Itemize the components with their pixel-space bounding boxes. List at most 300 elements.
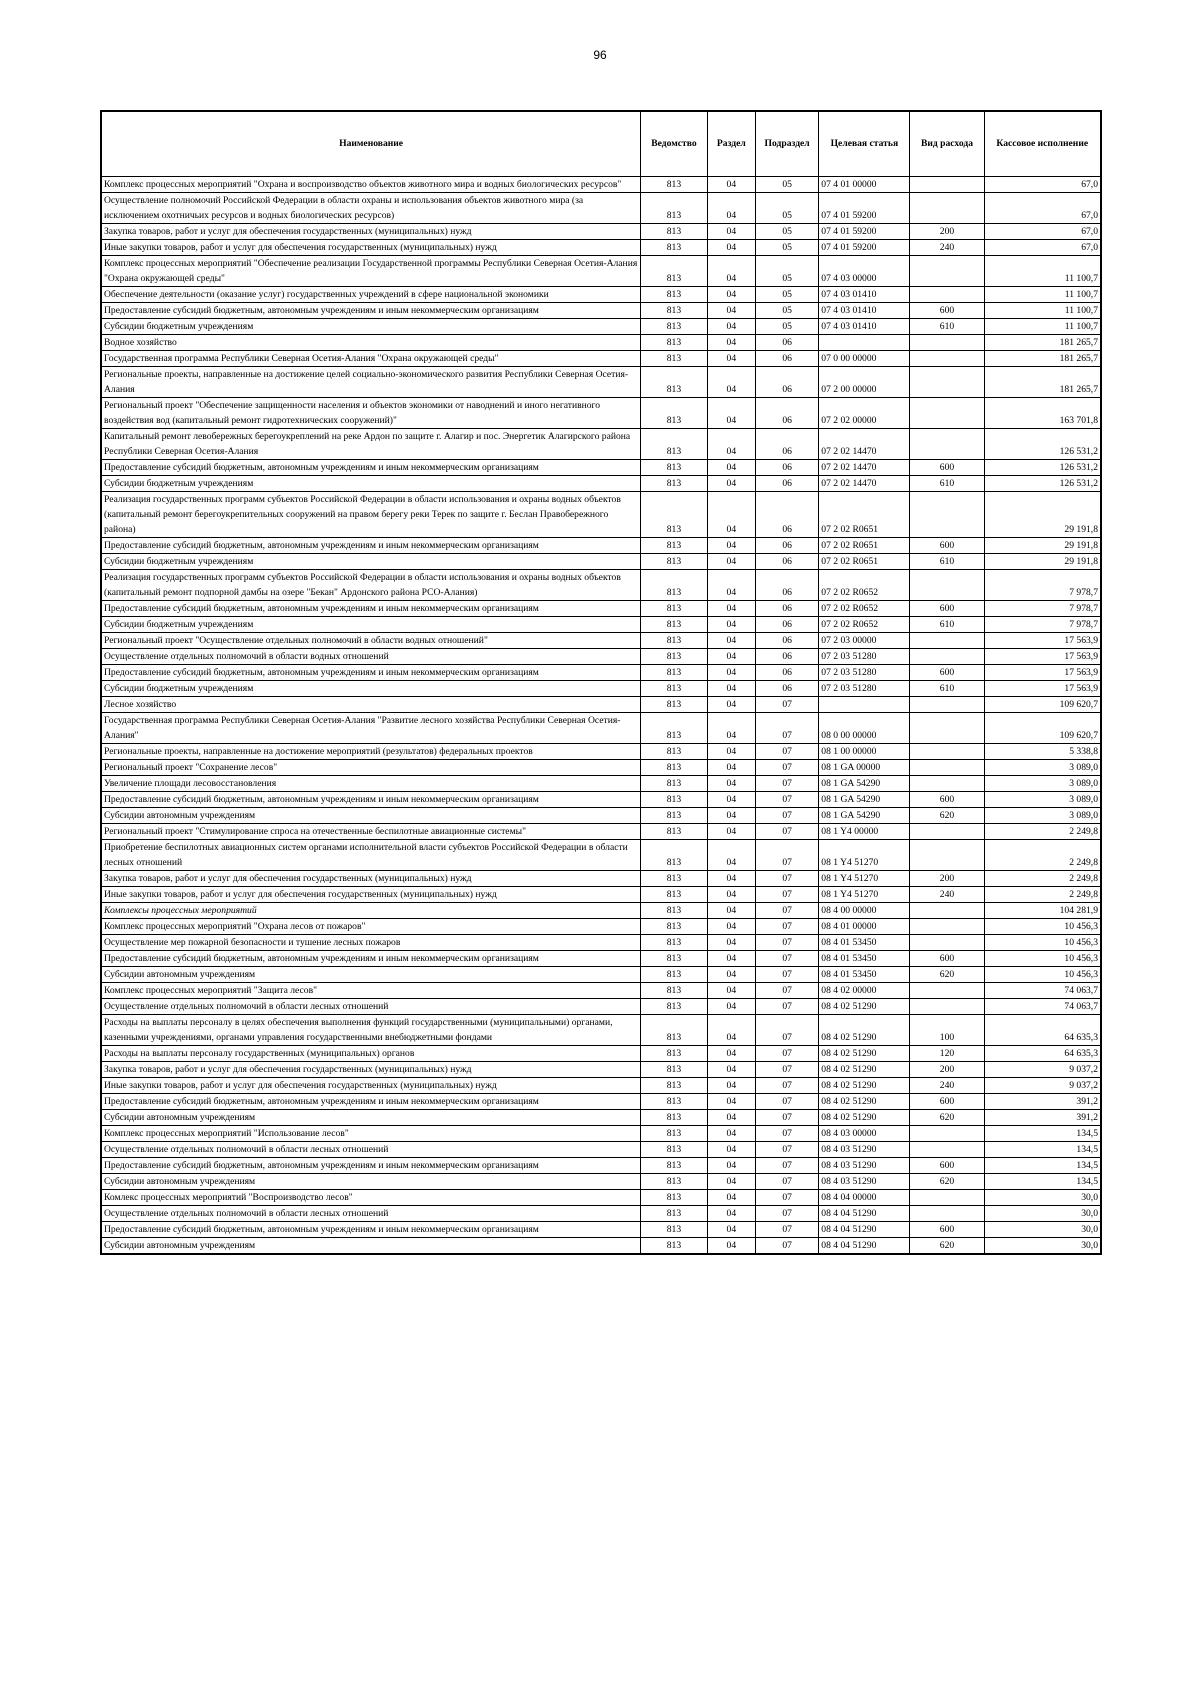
header-razdel: Раздел — [707, 111, 755, 177]
row-podrazdel: 07 — [755, 824, 818, 840]
row-name: Субсидии автономным учреждениям — [101, 1110, 641, 1126]
row-razdel: 04 — [707, 713, 755, 744]
row-vedomstvo: 813 — [641, 824, 708, 840]
row-razdel: 04 — [707, 601, 755, 617]
row-name: Субсидии автономным учреждениям — [101, 1238, 641, 1255]
row-kassovoe: 3 089,0 — [984, 792, 1101, 808]
row-podrazdel: 06 — [755, 398, 818, 429]
table-row — [101, 681, 1101, 697]
row-podrazdel: 07 — [755, 744, 818, 760]
table-row — [101, 319, 1101, 335]
row-kassovoe: 7 978,7 — [984, 601, 1101, 617]
table-row — [101, 1190, 1101, 1206]
row-name: Предоставление субсидий бюджетным, автономным учреждениям и иным некоммерческим организациям — [101, 460, 641, 476]
row-celevaya: 08 4 04 51290 — [819, 1222, 910, 1238]
table-row — [101, 633, 1101, 649]
row-vid — [910, 999, 984, 1015]
row-celevaya: 07 2 02 14470 — [819, 429, 910, 460]
row-vid — [910, 287, 984, 303]
row-celevaya: 07 2 03 00000 — [819, 633, 910, 649]
row-vedomstvo: 813 — [641, 1110, 708, 1126]
row-vedomstvo: 813 — [641, 792, 708, 808]
table-row — [101, 1222, 1101, 1238]
table-row — [101, 460, 1101, 476]
row-razdel: 04 — [707, 351, 755, 367]
row-razdel: 04 — [707, 983, 755, 999]
row-vedomstvo: 813 — [641, 177, 708, 193]
row-vedomstvo: 813 — [641, 538, 708, 554]
row-name: Расходы на выплаты персоналу в целях обеспечения выполнения функций государственными (муниципальными) органами, казенными учреждениями, органами управления государственными внебюджетными фондами — [101, 1015, 641, 1046]
row-vedomstvo: 813 — [641, 287, 708, 303]
row-razdel: 04 — [707, 617, 755, 633]
row-razdel: 04 — [707, 429, 755, 460]
row-razdel: 04 — [707, 1015, 755, 1046]
row-kassovoe: 30,0 — [984, 1206, 1101, 1222]
row-kassovoe: 181 265,7 — [984, 367, 1101, 398]
row-podrazdel: 06 — [755, 570, 818, 601]
row-podrazdel: 06 — [755, 601, 818, 617]
row-razdel: 04 — [707, 193, 755, 224]
row-vedomstvo: 813 — [641, 476, 708, 492]
row-kassovoe: 74 063,7 — [984, 983, 1101, 999]
row-vedomstvo: 813 — [641, 871, 708, 887]
row-name: Субсидии бюджетным учреждениям — [101, 554, 641, 570]
row-vid: 610 — [910, 617, 984, 633]
row-kassovoe: 29 191,8 — [984, 538, 1101, 554]
row-kassovoe: 67,0 — [984, 193, 1101, 224]
row-name: Предоставление субсидий бюджетным, автономным учреждениям и иным некоммерческим организациям — [101, 665, 641, 681]
row-kassovoe: 10 456,3 — [984, 951, 1101, 967]
row-name: Реализация государственных программ субъектов Российской Федерации в области использования и охраны водных объектов (капитальный ремонт берегоукрепительных сооружений на правом берегу реки Терек по защите г. Беслан Правобережного района) — [101, 492, 641, 538]
row-celevaya: 08 4 03 51290 — [819, 1174, 910, 1190]
row-vedomstvo: 813 — [641, 919, 708, 935]
row-name: Предоставление субсидий бюджетным, автономным учреждениям и иным некоммерческим организациям — [101, 303, 641, 319]
row-celevaya: 08 4 02 51290 — [819, 999, 910, 1015]
row-razdel: 04 — [707, 1110, 755, 1126]
row-razdel: 04 — [707, 1078, 755, 1094]
row-podrazdel: 07 — [755, 1062, 818, 1078]
table-row — [101, 935, 1101, 951]
row-vedomstvo: 813 — [641, 319, 708, 335]
row-vedomstvo: 813 — [641, 1190, 708, 1206]
table-row — [101, 1142, 1101, 1158]
row-podrazdel: 07 — [755, 713, 818, 744]
row-vid: 620 — [910, 1110, 984, 1126]
table-row — [101, 1206, 1101, 1222]
row-vedomstvo: 813 — [641, 398, 708, 429]
row-name: Комплекс процессных мероприятий "Использование лесов" — [101, 1126, 641, 1142]
row-vid — [910, 840, 984, 871]
row-kassovoe: 30,0 — [984, 1190, 1101, 1206]
row-podrazdel: 05 — [755, 256, 818, 287]
table-row — [101, 177, 1101, 193]
row-vedomstvo: 813 — [641, 1126, 708, 1142]
row-podrazdel: 07 — [755, 1206, 818, 1222]
row-name: Предоставление субсидий бюджетным, автономным учреждениям и иным некоммерческим организациям — [101, 538, 641, 554]
row-podrazdel: 05 — [755, 224, 818, 240]
row-podrazdel: 06 — [755, 681, 818, 697]
row-kassovoe: 30,0 — [984, 1222, 1101, 1238]
row-vedomstvo: 813 — [641, 429, 708, 460]
row-razdel: 04 — [707, 1238, 755, 1255]
table-row — [101, 983, 1101, 999]
row-podrazdel: 07 — [755, 1174, 818, 1190]
row-name: Капитальный ремонт левобережных берегоукреплений на реке Ардон по защите г. Алагир и пос. Энергетик Алагирского района Республики Северная Осетия-Алания — [101, 429, 641, 460]
row-celevaya: 07 2 02 00000 — [819, 398, 910, 429]
row-razdel: 04 — [707, 824, 755, 840]
table-row — [101, 1238, 1101, 1255]
row-vid — [910, 367, 984, 398]
table-row — [101, 398, 1101, 429]
row-podrazdel: 07 — [755, 1110, 818, 1126]
row-name: Осуществление мер пожарной безопасности и тушение лесных пожаров — [101, 935, 641, 951]
row-vid — [910, 429, 984, 460]
row-podrazdel: 07 — [755, 776, 818, 792]
row-vedomstvo: 813 — [641, 601, 708, 617]
row-kassovoe: 163 701,8 — [984, 398, 1101, 429]
row-razdel: 04 — [707, 999, 755, 1015]
row-celevaya: 07 4 03 01410 — [819, 303, 910, 319]
row-vedomstvo: 813 — [641, 983, 708, 999]
header-podrazdel: Подраздел — [755, 111, 818, 177]
row-podrazdel: 07 — [755, 808, 818, 824]
row-celevaya: 07 2 02 14470 — [819, 476, 910, 492]
table-row — [101, 554, 1101, 570]
row-celevaya: 07 2 02 R0652 — [819, 601, 910, 617]
row-celevaya: 08 4 02 51290 — [819, 1094, 910, 1110]
row-razdel: 04 — [707, 319, 755, 335]
row-name: Осуществление отдельных полномочий в области водных отношений — [101, 649, 641, 665]
row-podrazdel: 06 — [755, 538, 818, 554]
row-celevaya: 07 2 03 51280 — [819, 681, 910, 697]
row-name: Субсидии бюджетным учреждениям — [101, 319, 641, 335]
row-vid: 600 — [910, 1094, 984, 1110]
row-vid: 600 — [910, 460, 984, 476]
row-name: Региональные проекты, направленные на достижение целей социально-экономического развития Республики Северная Осетия-Алания — [101, 367, 641, 398]
row-kassovoe: 11 100,7 — [984, 303, 1101, 319]
table-row — [101, 1126, 1101, 1142]
row-vedomstvo: 813 — [641, 967, 708, 983]
row-vid: 600 — [910, 1158, 984, 1174]
row-celevaya: 07 2 02 R0651 — [819, 492, 910, 538]
row-vid: 600 — [910, 792, 984, 808]
row-name: Осуществление отдельных полномочий в области лесных отношений — [101, 999, 641, 1015]
row-celevaya: 08 1 00 00000 — [819, 744, 910, 760]
row-vedomstvo: 813 — [641, 1078, 708, 1094]
row-razdel: 04 — [707, 681, 755, 697]
row-kassovoe: 134,5 — [984, 1158, 1101, 1174]
row-celevaya: 08 1 GA 54290 — [819, 776, 910, 792]
table-row — [101, 697, 1101, 713]
row-vid — [910, 193, 984, 224]
row-podrazdel: 06 — [755, 649, 818, 665]
row-kassovoe: 11 100,7 — [984, 256, 1101, 287]
row-razdel: 04 — [707, 240, 755, 256]
row-vedomstvo: 813 — [641, 240, 708, 256]
row-kassovoe: 3 089,0 — [984, 776, 1101, 792]
row-celevaya: 07 2 02 R0651 — [819, 554, 910, 570]
row-vid: 200 — [910, 224, 984, 240]
row-vedomstvo: 813 — [641, 570, 708, 601]
row-celevaya: 07 4 01 59200 — [819, 224, 910, 240]
row-vid — [910, 1142, 984, 1158]
row-vid: 610 — [910, 319, 984, 335]
row-podrazdel: 06 — [755, 554, 818, 570]
row-name: Субсидии бюджетным учреждениям — [101, 476, 641, 492]
table-row — [101, 1158, 1101, 1174]
row-vedomstvo: 813 — [641, 1046, 708, 1062]
row-celevaya: 07 4 01 59200 — [819, 193, 910, 224]
row-kassovoe: 126 531,2 — [984, 429, 1101, 460]
row-razdel: 04 — [707, 538, 755, 554]
row-podrazdel: 07 — [755, 1158, 818, 1174]
row-vedomstvo: 813 — [641, 744, 708, 760]
row-podrazdel: 06 — [755, 492, 818, 538]
table-row — [101, 429, 1101, 460]
row-name: Реализация государственных программ субъектов Российской Федерации в области использования и охраны водных объектов (капитальный ремонт подпорной дамбы на озере "Бекан" Ардонского района РСО-Алания) — [101, 570, 641, 601]
row-kassovoe: 181 265,7 — [984, 335, 1101, 351]
table-row — [101, 1015, 1101, 1046]
row-vid — [910, 713, 984, 744]
row-vedomstvo: 813 — [641, 999, 708, 1015]
row-name: Иные закупки товаров, работ и услуг для обеспечения государственных (муниципальных) нужд — [101, 887, 641, 903]
row-name: Субсидии автономным учреждениям — [101, 967, 641, 983]
row-kassovoe: 3 089,0 — [984, 808, 1101, 824]
row-vid — [910, 398, 984, 429]
row-celevaya: 07 0 00 00000 — [819, 351, 910, 367]
row-vedomstvo: 813 — [641, 713, 708, 744]
row-vid: 620 — [910, 808, 984, 824]
row-vedomstvo: 813 — [641, 887, 708, 903]
row-razdel: 04 — [707, 224, 755, 240]
row-name: Осуществление полномочий Российской Федерации в области охраны и использования объектов животного мира (за исключением охотничьих ресурсов и водных биологических ресурсов) — [101, 193, 641, 224]
table-row — [101, 367, 1101, 398]
row-vid: 610 — [910, 681, 984, 697]
row-vedomstvo: 813 — [641, 1206, 708, 1222]
table-row — [101, 808, 1101, 824]
row-razdel: 04 — [707, 398, 755, 429]
table-row — [101, 951, 1101, 967]
row-razdel: 04 — [707, 1158, 755, 1174]
table-row — [101, 601, 1101, 617]
row-vid — [910, 776, 984, 792]
row-name: Обеспечение деятельности (оказание услуг) государственных учреждений в сфере национальной экономики — [101, 287, 641, 303]
table-row — [101, 492, 1101, 538]
row-razdel: 04 — [707, 492, 755, 538]
row-razdel: 04 — [707, 919, 755, 935]
row-kassovoe: 5 338,8 — [984, 744, 1101, 760]
table-row — [101, 287, 1101, 303]
row-razdel: 04 — [707, 570, 755, 601]
row-name: Предоставление субсидий бюджетным, автономным учреждениям и иным некоммерческим организациям — [101, 601, 641, 617]
row-podrazdel: 06 — [755, 429, 818, 460]
header-celevaya: Целевая статья — [819, 111, 910, 177]
row-vid: 600 — [910, 1222, 984, 1238]
row-vid: 240 — [910, 240, 984, 256]
row-podrazdel: 07 — [755, 1126, 818, 1142]
row-vedomstvo: 813 — [641, 460, 708, 476]
row-kassovoe: 29 191,8 — [984, 554, 1101, 570]
row-vedomstvo: 813 — [641, 1222, 708, 1238]
table-header-row — [101, 111, 1101, 177]
row-kassovoe: 30,0 — [984, 1238, 1101, 1255]
row-vedomstvo: 813 — [641, 1142, 708, 1158]
row-name: Региональный проект "Осуществление отдельных полномочий в области водных отношений" — [101, 633, 641, 649]
row-razdel: 04 — [707, 951, 755, 967]
row-vedomstvo: 813 — [641, 193, 708, 224]
row-kassovoe: 17 563,9 — [984, 633, 1101, 649]
row-vid — [910, 935, 984, 951]
row-vid: 600 — [910, 303, 984, 319]
row-name: Предоставление субсидий бюджетным, автономным учреждениям и иным некоммерческим организациям — [101, 792, 641, 808]
row-podrazdel: 07 — [755, 1094, 818, 1110]
row-podrazdel: 07 — [755, 840, 818, 871]
row-kassovoe: 104 281,9 — [984, 903, 1101, 919]
table-row — [101, 665, 1101, 681]
row-vid: 610 — [910, 476, 984, 492]
header-name: Наименование — [101, 111, 641, 177]
row-celevaya: 07 2 02 14470 — [819, 460, 910, 476]
row-celevaya: 08 4 03 51290 — [819, 1142, 910, 1158]
row-vid: 100 — [910, 1015, 984, 1046]
table-row — [101, 335, 1101, 351]
row-name: Предоставление субсидий бюджетным, автономным учреждениям и иным некоммерческим организациям — [101, 1222, 641, 1238]
table-row — [101, 840, 1101, 871]
row-kassovoe: 134,5 — [984, 1174, 1101, 1190]
row-celevaya: 08 4 03 00000 — [819, 1126, 910, 1142]
row-kassovoe: 11 100,7 — [984, 287, 1101, 303]
row-vid: 620 — [910, 1174, 984, 1190]
row-razdel: 04 — [707, 840, 755, 871]
row-vid — [910, 697, 984, 713]
table-row — [101, 1110, 1101, 1126]
row-razdel: 04 — [707, 335, 755, 351]
row-vid — [910, 570, 984, 601]
row-podrazdel: 07 — [755, 887, 818, 903]
row-razdel: 04 — [707, 1206, 755, 1222]
table-row — [101, 760, 1101, 776]
row-kassovoe: 29 191,8 — [984, 492, 1101, 538]
row-kassovoe: 2 249,8 — [984, 840, 1101, 871]
row-kassovoe: 181 265,7 — [984, 351, 1101, 367]
row-celevaya — [819, 697, 910, 713]
row-vid: 240 — [910, 1078, 984, 1094]
row-celevaya: 08 4 03 51290 — [819, 1158, 910, 1174]
table-row — [101, 649, 1101, 665]
row-razdel: 04 — [707, 776, 755, 792]
row-celevaya: 07 4 03 00000 — [819, 256, 910, 287]
table-row — [101, 776, 1101, 792]
row-vid: 610 — [910, 554, 984, 570]
row-kassovoe: 391,2 — [984, 1110, 1101, 1126]
row-vedomstvo: 813 — [641, 1158, 708, 1174]
row-vid: 200 — [910, 871, 984, 887]
table-row — [101, 824, 1101, 840]
row-name: Комплекс процессных мероприятий "Охрана лесов от пожаров" — [101, 919, 641, 935]
header-vedomstvo: Ведомство — [641, 111, 708, 177]
row-podrazdel: 07 — [755, 1078, 818, 1094]
row-name: Расходы на выплаты персоналу государственных (муниципальных) органов — [101, 1046, 641, 1062]
row-celevaya: 08 4 02 51290 — [819, 1046, 910, 1062]
row-celevaya: 08 4 02 51290 — [819, 1062, 910, 1078]
row-name: Субсидии бюджетным учреждениям — [101, 681, 641, 697]
row-vedomstvo: 813 — [641, 681, 708, 697]
row-vid — [910, 1206, 984, 1222]
row-vid: 600 — [910, 601, 984, 617]
row-celevaya: 08 4 01 53450 — [819, 951, 910, 967]
header-vid: Вид расхода — [910, 111, 984, 177]
row-vedomstvo: 813 — [641, 224, 708, 240]
row-vedomstvo: 813 — [641, 351, 708, 367]
row-vedomstvo: 813 — [641, 840, 708, 871]
row-razdel: 04 — [707, 460, 755, 476]
row-razdel: 04 — [707, 303, 755, 319]
row-name: Комплекс процессных мероприятий "Защита лесов" — [101, 983, 641, 999]
row-vedomstvo: 813 — [641, 367, 708, 398]
row-podrazdel: 07 — [755, 697, 818, 713]
row-razdel: 04 — [707, 871, 755, 887]
table-row — [101, 538, 1101, 554]
row-podrazdel: 06 — [755, 633, 818, 649]
row-vedomstvo: 813 — [641, 1174, 708, 1190]
row-podrazdel: 07 — [755, 1142, 818, 1158]
row-vid — [910, 744, 984, 760]
row-celevaya: 08 1 Y4 51270 — [819, 871, 910, 887]
row-kassovoe: 17 563,9 — [984, 665, 1101, 681]
row-vid — [910, 335, 984, 351]
row-celevaya — [819, 335, 910, 351]
row-vedomstvo: 813 — [641, 649, 708, 665]
row-razdel: 04 — [707, 177, 755, 193]
row-name: Иные закупки товаров, работ и услуг для обеспечения государственных (муниципальных) нужд — [101, 240, 641, 256]
row-razdel: 04 — [707, 792, 755, 808]
row-name: Осуществление отдельных полномочий в области лесных отношений — [101, 1206, 641, 1222]
row-celevaya: 08 4 02 00000 — [819, 983, 910, 999]
row-name: Закупка товаров, работ и услуг для обеспечения государственных (муниципальных) нужд — [101, 1062, 641, 1078]
row-razdel: 04 — [707, 1142, 755, 1158]
table-row — [101, 256, 1101, 287]
row-razdel: 04 — [707, 367, 755, 398]
row-kassovoe: 9 037,2 — [984, 1078, 1101, 1094]
row-vedomstvo: 813 — [641, 1238, 708, 1255]
row-kassovoe: 9 037,2 — [984, 1062, 1101, 1078]
row-vid — [910, 633, 984, 649]
row-kassovoe: 74 063,7 — [984, 999, 1101, 1015]
row-name: Государственная программа Республики Северная Осетия-Алания "Развитие лесного хозяйства Республики Северная Осетия-Алания" — [101, 713, 641, 744]
table-row — [101, 903, 1101, 919]
row-kassovoe: 64 635,3 — [984, 1046, 1101, 1062]
table-row — [101, 1094, 1101, 1110]
row-celevaya: 08 1 Y4 51270 — [819, 840, 910, 871]
row-vid — [910, 983, 984, 999]
table-row — [101, 303, 1101, 319]
row-razdel: 04 — [707, 1126, 755, 1142]
row-kassovoe: 11 100,7 — [984, 319, 1101, 335]
row-celevaya: 08 4 01 53450 — [819, 935, 910, 951]
row-vid — [910, 256, 984, 287]
row-vid — [910, 760, 984, 776]
row-vid: 600 — [910, 538, 984, 554]
row-vedomstvo: 813 — [641, 1094, 708, 1110]
page-number: 96 — [593, 48, 607, 62]
row-celevaya: 08 4 02 51290 — [819, 1078, 910, 1094]
row-name: Комплекс процессных мероприятий "Охрана и воспроизводство объектов животного мира и водных биологических ресурсов" — [101, 177, 641, 193]
row-kassovoe: 10 456,3 — [984, 967, 1101, 983]
table-row — [101, 224, 1101, 240]
row-podrazdel: 06 — [755, 335, 818, 351]
row-name: Субсидии бюджетным учреждениям — [101, 617, 641, 633]
row-celevaya: 07 4 03 01410 — [819, 319, 910, 335]
